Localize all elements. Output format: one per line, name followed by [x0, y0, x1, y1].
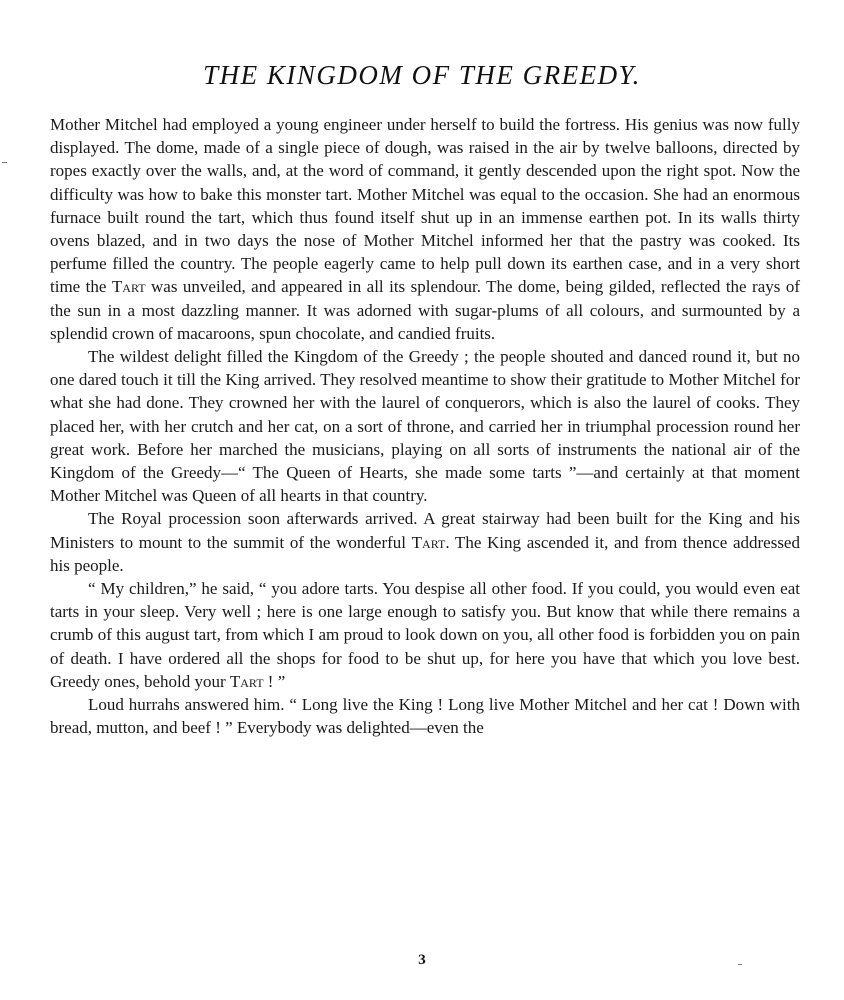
paragraph-1-text-a: Mother Mitchel had employed a young engineer under herself to build the fortress. His genius was now fully displayed. The dome, made of a single piece of dough, was raised in the air by twelve balloons, directed by ropes exactly over the walls, and, at the word of command, it gently descended upon the right spot. Now the difficulty was how to bake this monster tart. Mother Mitchel was equal to the occasion. She had an enormous furnace built round the tart, which thus found itself shut up in an immense earthen pot. In its walls thirty ovens blazed, and in two days the nose of Mother Mitchel informed her that the pastry was cooked. Its perfume filled the country. The people eagerly came to help pull down its earthen case, and in a very short time the: [50, 115, 800, 297]
paragraph-4-text-b: ! ”: [263, 671, 286, 691]
paragraph-1-text-b: was unveiled, and appeared in all its splendour. The dome, being gilded, reflected the rays of the sun in a most dazzling manner. It was adorned with sugar-plums of all colours, and surmounted by a splendid crown of macaroons, spun chocolate, and candied fruits.: [50, 277, 800, 343]
margin-speck: [738, 964, 742, 965]
page-number: 3: [418, 952, 426, 968]
paragraph-2: The wildest delight filled the Kingdom of the Greedy ; the people shouted and danced round it, but no one dared touch it till the King arrived. They resolved meantime to show their gratitude to Mother Mitchel for what she had done. They crowned her with the laurel of conquerors, which is also the laurel of cooks. They placed her, with her crutch and her cat, on a sort of throne, and carried her in triumphal procession round her great work. Before her marched the musicians, playing on all sorts of instruments the national air of the Kingdom of the Greedy—“ The Queen of Hearts, she made some tarts ”—and certainly at that moment Mother Mitchel was Queen of all hearts in that country.: [50, 347, 800, 506]
paragraph-3-text-a: The Royal procession soon afterwards arrived. A great stairway had been built for the King and his Ministers to mount to the summit of the wonderful: [50, 509, 800, 552]
tart-small-caps: Tart: [111, 277, 146, 297]
tart-small-caps: Tart: [411, 532, 446, 552]
paragraph-4-text-a: “ My children,” he said, “ you adore tarts. You despise all other food. If you could, you would even eat tarts in your sleep. Very well ; here is one large enough to satisfy you. But know that while there remains a crumb of this august tart, from which I am proud to look down on you, all other food is forbidden you on pain of death. I have ordered all the shops for food to be shut up, for here you have that which you love best. Greedy ones, behold your: [50, 579, 800, 691]
paragraph-5: Loud hurrahs answered him. “ Long live the King ! Long live Mother Mitchel and her cat ! Down with bread, mutton, and beef ! ” Everybody was delighted—even the: [50, 695, 800, 738]
page-title: THE KINGDOM OF THE GREEDY.: [203, 60, 641, 90]
paragraph-3: [50, 507, 800, 577]
body-text: [50, 113, 800, 739]
margin-speck: [2, 162, 7, 163]
paragraph-1: [50, 113, 800, 345]
tart-small-caps: Tart: [229, 671, 264, 691]
paragraph-3-text-b: . The King ascended it, and from thence addressed his people.: [50, 532, 800, 575]
paragraph-4: [50, 577, 800, 693]
